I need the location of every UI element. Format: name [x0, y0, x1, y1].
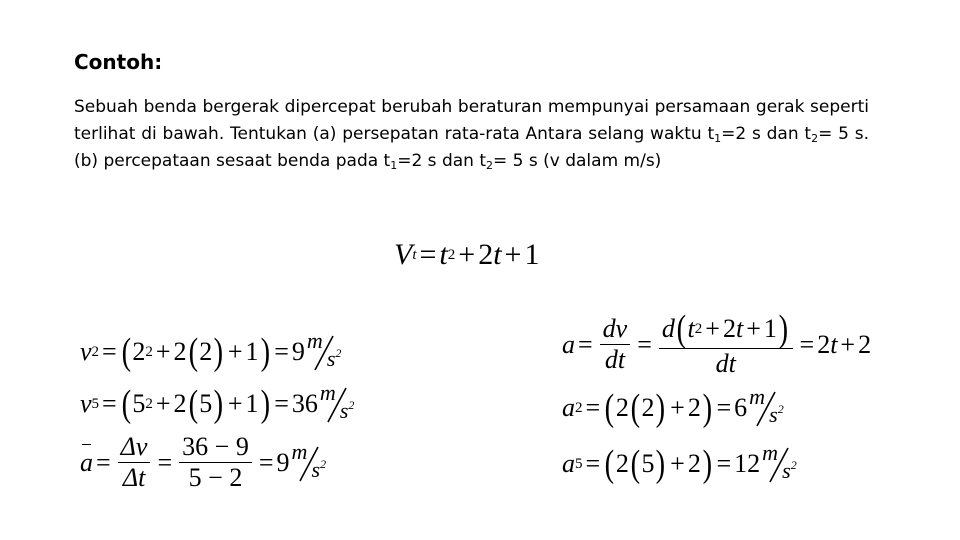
equation-a5: a 5 = ( 2 ( 5 ) + 2 ) = 12 m $s^2$	[562, 444, 808, 484]
unit-m-per-s2: m $s^2$	[749, 384, 784, 427]
unit-m-per-s2: m $s^2$	[291, 438, 327, 482]
fraction-d-poly-dt: d ( t 2 + 2 t + 1 ) dt	[659, 310, 793, 379]
fraction-delta: $\frac{\Delta v}{\Delta t}$	[118, 432, 151, 493]
equation-a-derivative: a = $\frac{dv}{dt}$ = d ( t 2 + 2 t + 1 ) dt = 2 t + 2	[562, 308, 872, 378]
unit-m-per-s2: m $s^2$	[762, 440, 797, 483]
fraction-dv-dt: $\frac{dv}{dt}$	[600, 314, 631, 375]
problem-paragraph: Sebuah benda bergerak dipercepat berubah beraturan mempunyai persamaan gerak seperti terlihat di bawah. Tentukan (a) persepatan rata-rata Antara selang waktu $t_1=2$ s dan $t_2= 5$ s. (b) percepataan sesaat benda pada $t_1=2$ s dan $t_2= 5$ s (v dalam m/s)	[74, 97, 869, 172]
equation-a-average: a = $\frac{\Delta v}{\Delta t}$ = $\frac{36 - 9}{5 - 2}$ = 9 m $s^2$	[80, 432, 338, 493]
fraction-values: $\frac{36 - 9}{5 - 2}$	[179, 432, 252, 493]
heading: Contoh:	[74, 50, 163, 74]
unit-m-per-s2: m $s^2$	[319, 380, 355, 423]
equation-vt: V t = t 2 + 2 t + 1	[394, 238, 540, 271]
equation-v2: v 2 = ( 2 2 + 2 ( 2 ) + 1 ) = 9 m $s^2$	[80, 332, 353, 372]
unit-m-per-s2: m $s^2$	[306, 328, 342, 371]
equation-v5: v 5 = ( 5 2 + 2 ( 5 ) + 1 ) = 36 m $s^2$	[80, 384, 366, 424]
equation-a2: a 2 = ( 2 ( 2 ) + 2 ) = 6 m $s^2$	[562, 388, 795, 428]
